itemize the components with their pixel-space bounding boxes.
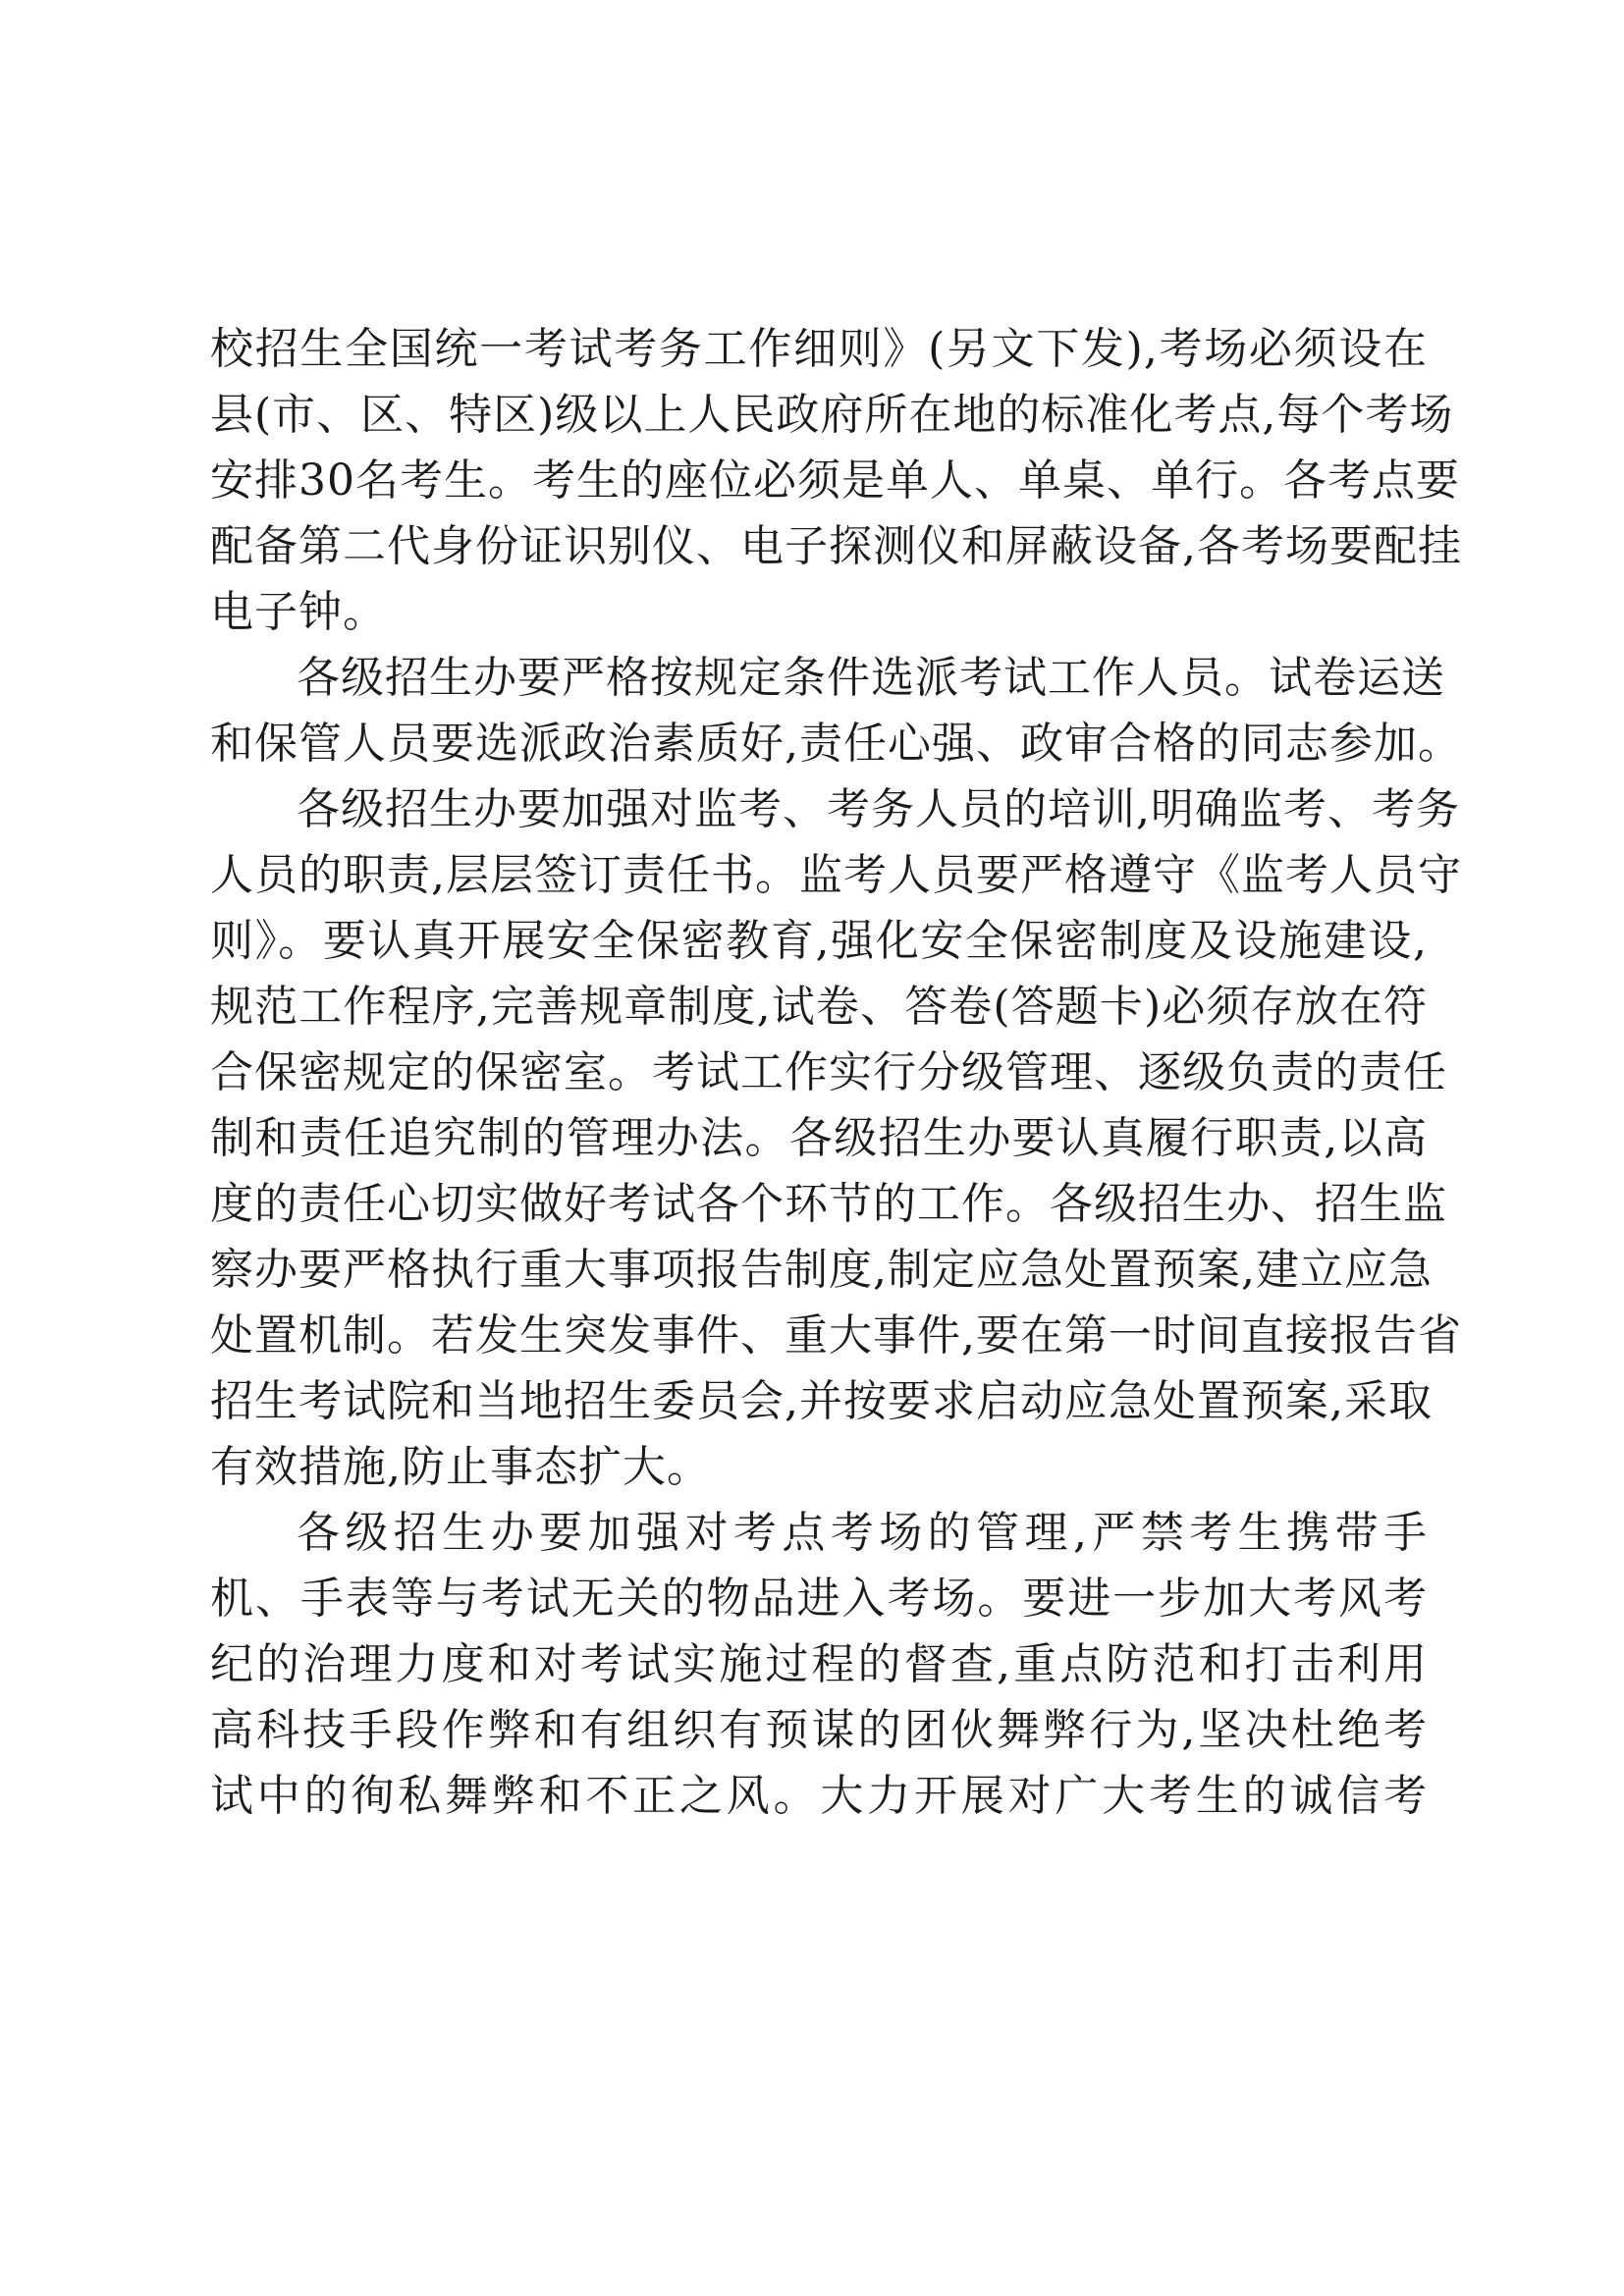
text-line: 有效措施,防止事态扩大。 [210,1442,711,1492]
text-line: 合保密规定的保密室。考试工作实行分级管理、逐级负责的责任 [210,1047,1447,1097]
text-line: 则》。要认真开展安全保密教育,强化安全保密制度及设施建设, [210,916,1428,966]
paragraph [210,316,1462,645]
text-line: 纪的治理力度和对考试实施过程的督查,重点防范和打击利用 [210,1639,1428,1689]
text-line: 察办要严格执行重大事项报告制度,制定应急处置预案,建立应急 [210,1245,1433,1295]
text-line: 制和责任追究制的管理办法。各级招生办要认真履行职责,以高 [210,1113,1428,1163]
paragraph [210,776,1462,1500]
text-line: 各级招生办要严格按规定条件选派考试工作人员。试卷运送 [297,653,1445,703]
text-line: 机、手表等与考试无关的物品进入考场。要进一步加大考风考 [210,1574,1428,1624]
text-line: 试中的徇私舞弊和不正之风。大力开展对广大考生的诚信考 [210,1771,1428,1821]
paragraph [210,645,1462,776]
paragraph [210,1500,1428,1829]
text-line: 安排30名考生。考生的座位必须是单人、单桌、单行。各考点要 [210,455,1460,506]
text-line: 配备第二代身份证识别仪、电子探测仪和屏蔽设备,各考场要配挂 [210,521,1462,571]
text-line: 处置机制。若发生突发事件、重大事件,要在第一时间直接报告省 [210,1310,1462,1361]
document-page [210,316,1462,1829]
text-line: 规范工作程序,完善规章制度,试卷、答卷(答题卡)必须存放在符 [210,982,1428,1032]
text-line: 高科技手段作弊和有组织有预谋的团伙舞弊行为,坚决杜绝考 [210,1705,1428,1755]
text-line: 各级招生办要加强对考点考场的管理,严禁考生携带手 [297,1508,1428,1558]
text-line: 人员的职责,层层签订责任书。监考人员要严格遵守《监考人员守 [210,850,1462,900]
text-line: 县(市、区、特区)级以上人民政府所在地的标准化考点,每个考场 [210,390,1454,440]
text-line: 招生考试院和当地招生委员会,并按要求启动应急处置预案,采取 [210,1376,1433,1426]
text-line: 度的责任心切实做好考试各个环节的工作。各级招生办、招生监 [210,1179,1447,1229]
text-line: 电子钟。 [210,587,387,637]
text-line: 和保管人员要选派政治素质好,责任心强、政审合格的同志参加。 [210,719,1462,769]
text-line: 校招生全国统一考试考务工作细则》(另文下发),考场必须设在 [210,324,1428,374]
text-line: 各级招生办要加强对监考、考务人员的培训,明确监考、考务 [297,784,1460,834]
